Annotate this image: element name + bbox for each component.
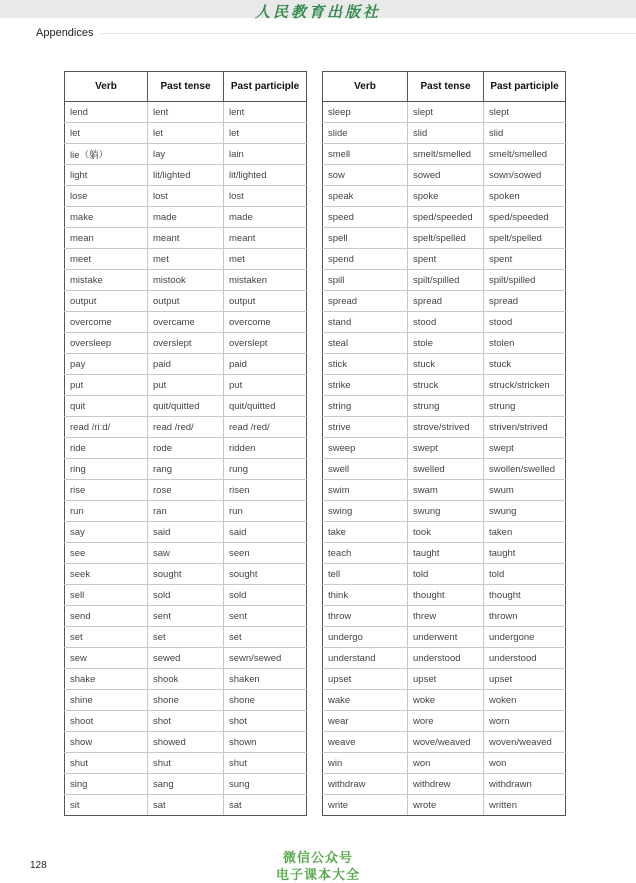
past-participle-cell: stood	[484, 312, 566, 333]
past-participle-cell: spent	[484, 249, 566, 270]
table-row	[65, 459, 307, 480]
table-row	[323, 669, 566, 690]
verb-cell: understand	[323, 648, 408, 669]
verb-cell: win	[323, 753, 408, 774]
table-row	[65, 732, 307, 753]
table-row	[323, 648, 566, 669]
past-tense-cell: lent	[148, 102, 224, 123]
verb-cell: teach	[323, 543, 408, 564]
past-tense-cell: meant	[148, 228, 224, 249]
verb-cell: ride	[65, 438, 148, 459]
verb-cell: stand	[323, 312, 408, 333]
verb-cell: withdraw	[323, 774, 408, 795]
verb-cell: lend	[65, 102, 148, 123]
verb-cell: overcome	[65, 312, 148, 333]
past-tense-cell: swung	[408, 501, 484, 522]
table-row	[323, 501, 566, 522]
verb-cell: say	[65, 522, 148, 543]
verb-cell: sleep	[323, 102, 408, 123]
past-participle-cell: struck/stricken	[484, 375, 566, 396]
past-tense-cell: stood	[408, 312, 484, 333]
past-tense-cell: spilt/spilled	[408, 270, 484, 291]
past-participle-cell: sent	[224, 606, 307, 627]
past-participle-cell: sown/sowed	[484, 165, 566, 186]
verb-cell: write	[323, 795, 408, 816]
column-header-past-participle: Past participle	[224, 72, 307, 102]
past-tense-cell: overcame	[148, 312, 224, 333]
past-participle-cell: told	[484, 564, 566, 585]
past-tense-cell: rode	[148, 438, 224, 459]
verb-cell: swell	[323, 459, 408, 480]
past-tense-cell: shook	[148, 669, 224, 690]
past-participle-cell: output	[224, 291, 307, 312]
table-row	[65, 669, 307, 690]
verb-cell: spread	[323, 291, 408, 312]
past-tense-cell: strove/strived	[408, 417, 484, 438]
past-tense-cell: sewed	[148, 648, 224, 669]
past-tense-cell: told	[408, 564, 484, 585]
verb-cell: shine	[65, 690, 148, 711]
past-participle-cell: spelt/spelled	[484, 228, 566, 249]
table-row	[65, 375, 307, 396]
verb-cell: let	[65, 123, 148, 144]
verb-cell: pay	[65, 354, 148, 375]
table-row	[323, 270, 566, 291]
past-tense-cell: slid	[408, 123, 484, 144]
past-tense-cell: woke	[408, 690, 484, 711]
table-row	[323, 291, 566, 312]
past-tense-cell: took	[408, 522, 484, 543]
verb-cell: sweep	[323, 438, 408, 459]
past-participle-cell: rung	[224, 459, 307, 480]
verb-cell: make	[65, 207, 148, 228]
verb-cell: shoot	[65, 711, 148, 732]
table-row	[323, 312, 566, 333]
past-tense-cell: wrote	[408, 795, 484, 816]
verb-cell: take	[323, 522, 408, 543]
past-tense-cell: sold	[148, 585, 224, 606]
past-tense-cell: shut	[148, 753, 224, 774]
table-row	[65, 165, 307, 186]
past-tense-cell: mistook	[148, 270, 224, 291]
past-tense-cell: sped/speeded	[408, 207, 484, 228]
past-participle-cell: shone	[224, 690, 307, 711]
past-tense-cell: upset	[408, 669, 484, 690]
table-row	[65, 102, 307, 123]
table-row	[65, 123, 307, 144]
table-row	[323, 396, 566, 417]
past-tense-cell: saw	[148, 543, 224, 564]
table-row	[65, 333, 307, 354]
past-participle-cell: stuck	[484, 354, 566, 375]
past-participle-cell: stolen	[484, 333, 566, 354]
past-tense-cell: sowed	[408, 165, 484, 186]
table-row	[65, 438, 307, 459]
table-row	[65, 501, 307, 522]
verb-cell: shut	[65, 753, 148, 774]
table-row	[323, 333, 566, 354]
table-row	[65, 774, 307, 795]
past-tense-cell: shot	[148, 711, 224, 732]
past-participle-cell: swept	[484, 438, 566, 459]
past-tense-cell: let	[148, 123, 224, 144]
past-participle-cell: spoken	[484, 186, 566, 207]
past-participle-cell: shut	[224, 753, 307, 774]
past-participle-cell: sung	[224, 774, 307, 795]
past-tense-cell: spent	[408, 249, 484, 270]
past-participle-cell: swum	[484, 480, 566, 501]
past-tense-cell: won	[408, 753, 484, 774]
table-row	[323, 375, 566, 396]
past-participle-cell: slid	[484, 123, 566, 144]
past-tense-cell: output	[148, 291, 224, 312]
past-participle-cell: upset	[484, 669, 566, 690]
past-tense-cell: set	[148, 627, 224, 648]
table-row	[65, 564, 307, 585]
past-tense-cell: swam	[408, 480, 484, 501]
verb-cell: set	[65, 627, 148, 648]
section-title: Appendices	[36, 27, 94, 39]
past-participle-cell: won	[484, 753, 566, 774]
past-tense-cell: lit/lighted	[148, 165, 224, 186]
past-tense-cell: rang	[148, 459, 224, 480]
verb-cell: output	[65, 291, 148, 312]
verb-cell: speed	[323, 207, 408, 228]
verb-cell: put	[65, 375, 148, 396]
verb-cell: quit	[65, 396, 148, 417]
past-tense-cell: spelt/spelled	[408, 228, 484, 249]
past-tense-cell: withdrew	[408, 774, 484, 795]
verb-cell: lose	[65, 186, 148, 207]
past-participle-cell: risen	[224, 480, 307, 501]
verb-cell: read /riːd/	[65, 417, 148, 438]
past-tense-cell: slept	[408, 102, 484, 123]
table-row	[323, 417, 566, 438]
table-row	[323, 564, 566, 585]
past-tense-cell: struck	[408, 375, 484, 396]
past-tense-cell: quit/quitted	[148, 396, 224, 417]
table-row	[65, 795, 307, 816]
verb-table-right	[322, 71, 566, 816]
column-header-verb: Verb	[65, 72, 148, 102]
verb-cell: sell	[65, 585, 148, 606]
verb-cell: swim	[323, 480, 408, 501]
table-row	[323, 144, 566, 165]
past-participle-cell: worn	[484, 711, 566, 732]
table-row	[65, 354, 307, 375]
past-participle-cell: overslept	[224, 333, 307, 354]
past-tense-cell: showed	[148, 732, 224, 753]
past-tense-cell: sat	[148, 795, 224, 816]
table-row	[323, 732, 566, 753]
past-participle-cell: shaken	[224, 669, 307, 690]
past-participle-cell: made	[224, 207, 307, 228]
column-header-verb: Verb	[323, 72, 408, 102]
table-row	[65, 627, 307, 648]
past-tense-cell: stole	[408, 333, 484, 354]
past-tense-cell: read /red/	[148, 417, 224, 438]
table-row	[323, 795, 566, 816]
verb-cell: see	[65, 543, 148, 564]
past-participle-cell: thought	[484, 585, 566, 606]
past-participle-cell: let	[224, 123, 307, 144]
table-row	[65, 312, 307, 333]
table-row	[65, 606, 307, 627]
past-tense-cell: swept	[408, 438, 484, 459]
table-row	[65, 543, 307, 564]
past-tense-cell: paid	[148, 354, 224, 375]
verb-cell: light	[65, 165, 148, 186]
past-participle-cell: set	[224, 627, 307, 648]
table-row	[323, 480, 566, 501]
past-participle-cell: woven/weaved	[484, 732, 566, 753]
table-row	[323, 354, 566, 375]
past-tense-cell: spread	[408, 291, 484, 312]
verb-cell: spill	[323, 270, 408, 291]
past-participle-cell: run	[224, 501, 307, 522]
table-row	[323, 585, 566, 606]
table-row	[65, 711, 307, 732]
past-participle-cell: put	[224, 375, 307, 396]
past-participle-cell: striven/strived	[484, 417, 566, 438]
past-participle-cell: thrown	[484, 606, 566, 627]
verb-cell: upset	[323, 669, 408, 690]
table-row	[323, 543, 566, 564]
past-participle-cell: sold	[224, 585, 307, 606]
table-row	[65, 396, 307, 417]
past-participle-cell: mistaken	[224, 270, 307, 291]
past-participle-cell: sped/speeded	[484, 207, 566, 228]
past-tense-cell: understood	[408, 648, 484, 669]
column-header-past-tense: Past tense	[148, 72, 224, 102]
verb-cell: undergo	[323, 627, 408, 648]
past-tense-cell: wove/weaved	[408, 732, 484, 753]
verb-cell: smell	[323, 144, 408, 165]
past-tense-cell: shone	[148, 690, 224, 711]
column-header-past-participle: Past participle	[484, 72, 566, 102]
table-row	[65, 690, 307, 711]
past-tense-cell: put	[148, 375, 224, 396]
verb-cell: mean	[65, 228, 148, 249]
past-participle-cell: lent	[224, 102, 307, 123]
table-row	[65, 522, 307, 543]
past-tense-cell: thought	[408, 585, 484, 606]
verb-cell: show	[65, 732, 148, 753]
table-row	[323, 627, 566, 648]
table-row	[323, 522, 566, 543]
past-tense-cell: ran	[148, 501, 224, 522]
past-tense-cell: taught	[408, 543, 484, 564]
past-participle-cell: understood	[484, 648, 566, 669]
verb-table-left	[64, 71, 307, 816]
verb-cell: spend	[323, 249, 408, 270]
verb-cell: wake	[323, 690, 408, 711]
verb-cell: spell	[323, 228, 408, 249]
verb-cell: sing	[65, 774, 148, 795]
watermark-line-1: 微信公众号	[282, 851, 353, 866]
verb-cell: string	[323, 396, 408, 417]
publisher-logo: 人民教育出版社	[254, 3, 381, 21]
past-participle-cell: taught	[484, 543, 566, 564]
past-tense-cell: underwent	[408, 627, 484, 648]
past-participle-cell: spread	[484, 291, 566, 312]
table-row	[65, 480, 307, 501]
watermark-line-2: 电子课本大全	[275, 868, 360, 883]
verb-cell: send	[65, 606, 148, 627]
table-row	[323, 753, 566, 774]
verb-cell: sow	[323, 165, 408, 186]
past-tense-cell: sought	[148, 564, 224, 585]
table-row	[323, 207, 566, 228]
header-divider	[100, 33, 636, 34]
table-row	[323, 459, 566, 480]
past-participle-cell: overcome	[224, 312, 307, 333]
verb-cell: mistake	[65, 270, 148, 291]
past-tense-cell: overslept	[148, 333, 224, 354]
past-participle-cell: sought	[224, 564, 307, 585]
table-row	[323, 606, 566, 627]
past-tense-cell: smelt/smelled	[408, 144, 484, 165]
past-tense-cell: lay	[148, 144, 224, 165]
verb-cell: ring	[65, 459, 148, 480]
past-participle-cell: woken	[484, 690, 566, 711]
past-participle-cell: taken	[484, 522, 566, 543]
past-tense-cell: met	[148, 249, 224, 270]
past-tense-cell: strung	[408, 396, 484, 417]
table-row	[323, 690, 566, 711]
table-row	[323, 711, 566, 732]
past-participle-cell: written	[484, 795, 566, 816]
past-tense-cell: sent	[148, 606, 224, 627]
past-tense-cell: stuck	[408, 354, 484, 375]
verb-cell: slide	[323, 123, 408, 144]
table-row	[323, 123, 566, 144]
past-tense-cell: said	[148, 522, 224, 543]
past-participle-cell: said	[224, 522, 307, 543]
verb-cell: lie（躺）	[65, 144, 148, 165]
past-tense-cell: wore	[408, 711, 484, 732]
past-tense-cell: lost	[148, 186, 224, 207]
past-participle-cell: lost	[224, 186, 307, 207]
past-participle-cell: sewn/sewed	[224, 648, 307, 669]
table-row	[323, 438, 566, 459]
past-participle-cell: sat	[224, 795, 307, 816]
past-participle-cell: swollen/swelled	[484, 459, 566, 480]
verb-cell: think	[323, 585, 408, 606]
table-row	[65, 207, 307, 228]
past-participle-cell: lit/lighted	[224, 165, 307, 186]
past-participle-cell: smelt/smelled	[484, 144, 566, 165]
verb-cell: shake	[65, 669, 148, 690]
verb-cell: throw	[323, 606, 408, 627]
table-row	[65, 270, 307, 291]
verb-cell: stick	[323, 354, 408, 375]
past-participle-cell: seen	[224, 543, 307, 564]
verb-cell: tell	[323, 564, 408, 585]
table-row	[65, 753, 307, 774]
page-number: 128	[30, 860, 47, 871]
past-participle-cell: spilt/spilled	[484, 270, 566, 291]
verb-cell: oversleep	[65, 333, 148, 354]
past-participle-cell: strung	[484, 396, 566, 417]
verb-cell: rise	[65, 480, 148, 501]
past-participle-cell: swung	[484, 501, 566, 522]
past-participle-cell: paid	[224, 354, 307, 375]
table-row	[323, 228, 566, 249]
table-row	[323, 102, 566, 123]
table-header-row	[65, 72, 307, 102]
past-tense-cell: spoke	[408, 186, 484, 207]
past-participle-cell: meant	[224, 228, 307, 249]
past-tense-cell: made	[148, 207, 224, 228]
verb-cell: seek	[65, 564, 148, 585]
table-row	[65, 585, 307, 606]
verb-cell: swing	[323, 501, 408, 522]
past-tense-cell: swelled	[408, 459, 484, 480]
past-participle-cell: withdrawn	[484, 774, 566, 795]
past-participle-cell: met	[224, 249, 307, 270]
table-row	[65, 648, 307, 669]
table-row	[65, 249, 307, 270]
past-participle-cell: lain	[224, 144, 307, 165]
past-tense-cell: rose	[148, 480, 224, 501]
past-participle-cell: shot	[224, 711, 307, 732]
verb-cell: speak	[323, 186, 408, 207]
verb-cell: sew	[65, 648, 148, 669]
verb-cell: run	[65, 501, 148, 522]
table-row	[65, 291, 307, 312]
past-participle-cell: ridden	[224, 438, 307, 459]
table-header-row	[323, 72, 566, 102]
table-row	[65, 186, 307, 207]
verb-cell: strive	[323, 417, 408, 438]
verb-cell: weave	[323, 732, 408, 753]
table-row	[323, 186, 566, 207]
verb-cell: wear	[323, 711, 408, 732]
table-row	[65, 417, 307, 438]
table-row	[323, 165, 566, 186]
column-header-past-tense: Past tense	[408, 72, 484, 102]
table-row	[323, 249, 566, 270]
past-participle-cell: quit/quitted	[224, 396, 307, 417]
past-participle-cell: shown	[224, 732, 307, 753]
past-tense-cell: threw	[408, 606, 484, 627]
verb-cell: sit	[65, 795, 148, 816]
verb-cell: meet	[65, 249, 148, 270]
verb-cell: strike	[323, 375, 408, 396]
past-participle-cell: read /red/	[224, 417, 307, 438]
past-participle-cell: undergone	[484, 627, 566, 648]
table-row	[65, 144, 307, 165]
past-participle-cell: slept	[484, 102, 566, 123]
table-row	[65, 228, 307, 249]
past-tense-cell: sang	[148, 774, 224, 795]
verb-cell: steal	[323, 333, 408, 354]
table-row	[323, 774, 566, 795]
